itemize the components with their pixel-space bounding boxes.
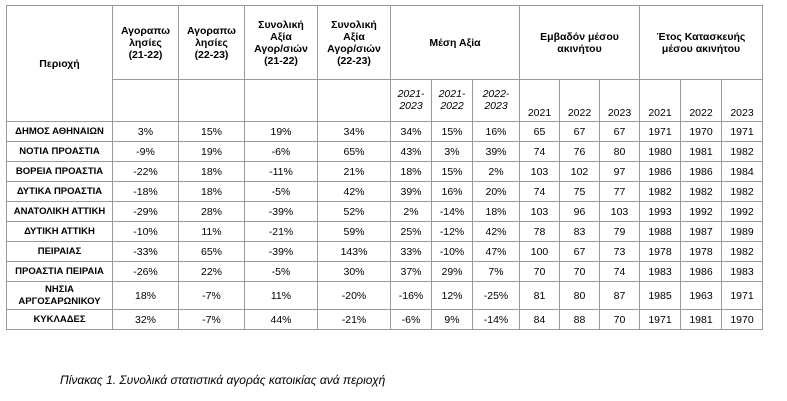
region-label: ΠΡΟΑΣΤΙΑ ΠΕΙΡΑΙΑ <box>15 265 104 277</box>
region-label: ΑΝΑΤΟΛΙΚΗ ΑΤΤΙΚΗ <box>13 205 106 217</box>
value-cell: 1978 <box>681 242 722 262</box>
value-cell: 2% <box>391 202 432 222</box>
region-label: ΑΡΓΟΣΑΡΩΝΙΚΟΥ <box>18 295 101 307</box>
value-cell: 1983 <box>640 262 681 282</box>
value-cell: 44% <box>245 310 318 330</box>
header-sales-22-23: Αγοραπω λησίες (22-23) <box>179 6 245 80</box>
table-row <box>7 310 763 330</box>
value-cell: 29% <box>432 262 473 282</box>
value-cell: -12% <box>432 222 473 242</box>
region-cell <box>7 142 113 162</box>
value-cell: 1984 <box>722 162 763 182</box>
value-cell: 32% <box>113 310 179 330</box>
value-cell: 1982 <box>722 242 763 262</box>
value-cell: 1982 <box>640 182 681 202</box>
header-total-21-22: Συνολική Αξία Αγορ/σιών (21-22) <box>245 6 318 80</box>
value-cell: 7% <box>473 262 520 282</box>
value-cell: 18% <box>113 282 179 310</box>
value-cell: 78 <box>520 222 560 242</box>
value-cell: 80 <box>600 142 640 162</box>
value-cell: 15% <box>432 162 473 182</box>
value-cell: 102 <box>560 162 600 182</box>
value-cell: 1983 <box>722 262 763 282</box>
value-cell: 100 <box>520 242 560 262</box>
value-cell: -16% <box>391 282 432 310</box>
region-label: ΝΟΤΙΑ ΠΡΟΑΣΤΙΑ <box>19 145 100 157</box>
value-cell: 75 <box>560 182 600 202</box>
subheader-empty <box>245 80 318 122</box>
statistics-table <box>6 5 763 330</box>
table-row <box>7 182 763 202</box>
region-cell <box>7 182 113 202</box>
table-row <box>7 202 763 222</box>
value-cell: -29% <box>113 202 179 222</box>
value-cell: 79 <box>600 222 640 242</box>
value-cell: 16% <box>473 122 520 142</box>
table-row <box>7 162 763 182</box>
value-cell: 1989 <box>722 222 763 242</box>
region-label: ΒΟΡΕΙΑ ΠΡΟΑΣΤΙΑ <box>15 165 104 177</box>
value-cell: 1970 <box>722 310 763 330</box>
header-total-22-23: Συνολική Αξία Αγορ/σιών (22-23) <box>318 6 391 80</box>
table-row <box>7 142 763 162</box>
value-cell: 1971 <box>640 122 681 142</box>
value-cell: 97 <box>600 162 640 182</box>
subheader-empty <box>113 80 179 122</box>
region-cell <box>7 242 113 262</box>
value-cell: 77 <box>600 182 640 202</box>
value-cell: 18% <box>179 182 245 202</box>
table-row <box>7 282 763 310</box>
value-cell: 28% <box>179 202 245 222</box>
value-cell: 103 <box>520 202 560 222</box>
value-cell: -14% <box>432 202 473 222</box>
header-region: Περιοχή <box>7 6 113 122</box>
region-label: ΔΥΤΙΚΗ ΑΤΤΙΚΗ <box>24 225 95 237</box>
subheader-area-2022: 2022 <box>560 80 600 122</box>
subheader-year-2021: 2021 <box>640 80 681 122</box>
value-cell: 80 <box>560 282 600 310</box>
header-row-sub <box>7 80 763 122</box>
value-cell: 30% <box>318 262 391 282</box>
value-cell: 39% <box>391 182 432 202</box>
value-cell: 83 <box>560 222 600 242</box>
value-cell: 18% <box>473 202 520 222</box>
value-cell: -20% <box>318 282 391 310</box>
value-cell: 1982 <box>681 182 722 202</box>
value-cell: 1970 <box>681 122 722 142</box>
value-cell: 74 <box>600 262 640 282</box>
region-cell <box>7 162 113 182</box>
value-cell: 1978 <box>640 242 681 262</box>
value-cell: 88 <box>560 310 600 330</box>
value-cell: 12% <box>432 282 473 310</box>
subheader-empty <box>318 80 391 122</box>
region-label: ΔΥΤΙΚΑ ΠΡΟΑΣΤΙΑ <box>16 185 103 197</box>
value-cell: 39% <box>473 142 520 162</box>
value-cell: 1971 <box>722 122 763 142</box>
value-cell: 3% <box>113 122 179 142</box>
header-area: Εμβαδόν μέσου ακινήτου <box>520 6 640 80</box>
value-cell: 11% <box>179 222 245 242</box>
value-cell: 1993 <box>640 202 681 222</box>
value-cell: -10% <box>432 242 473 262</box>
value-cell: 25% <box>391 222 432 242</box>
value-cell: 76 <box>560 142 600 162</box>
value-cell: 1980 <box>640 142 681 162</box>
value-cell: -5% <box>245 262 318 282</box>
value-cell: -25% <box>473 282 520 310</box>
value-cell: 11% <box>245 282 318 310</box>
value-cell: -10% <box>113 222 179 242</box>
value-cell: -39% <box>245 202 318 222</box>
region-cell <box>7 282 113 310</box>
value-cell: 18% <box>391 162 432 182</box>
value-cell: -7% <box>179 282 245 310</box>
value-cell: 74 <box>520 182 560 202</box>
value-cell: 67 <box>560 122 600 142</box>
value-cell: 1992 <box>681 202 722 222</box>
value-cell: 20% <box>473 182 520 202</box>
value-cell: 1963 <box>681 282 722 310</box>
value-cell: 81 <box>520 282 560 310</box>
region-cell <box>7 222 113 242</box>
value-cell: -6% <box>245 142 318 162</box>
value-cell: -39% <box>245 242 318 262</box>
value-cell: 1986 <box>681 162 722 182</box>
table-row <box>7 262 763 282</box>
header-year-built: Έτος Κατασκευής μέσου ακινήτου <box>640 6 763 80</box>
value-cell: 65% <box>318 142 391 162</box>
value-cell: 1982 <box>722 142 763 162</box>
value-cell: 87 <box>600 282 640 310</box>
subheader-avg-2021-2023: 2021- 2023 <box>391 80 432 122</box>
header-avg-value: Μέση Αξία <box>391 6 520 80</box>
subheader-year-2022: 2022 <box>681 80 722 122</box>
value-cell: 74 <box>520 142 560 162</box>
value-cell: 19% <box>245 122 318 142</box>
value-cell: 143% <box>318 242 391 262</box>
value-cell: 42% <box>473 222 520 242</box>
table-caption: Πίνακας 1. Συνολικά στατιστικά αγοράς κατοικίας ανά περιοχή <box>60 373 386 387</box>
value-cell: 67 <box>600 122 640 142</box>
value-cell: -26% <box>113 262 179 282</box>
subheader-empty <box>179 80 245 122</box>
subheader-year-2023: 2023 <box>722 80 763 122</box>
value-cell: 42% <box>318 182 391 202</box>
value-cell: 21% <box>318 162 391 182</box>
region-label: ΚΥΚΛΑΔΕΣ <box>33 313 86 325</box>
value-cell: -5% <box>245 182 318 202</box>
value-cell: 16% <box>432 182 473 202</box>
value-cell: -33% <box>113 242 179 262</box>
value-cell: 52% <box>318 202 391 222</box>
value-cell: -14% <box>473 310 520 330</box>
value-cell: 3% <box>432 142 473 162</box>
region-label: ΝΗΣΙΑ <box>45 283 74 295</box>
value-cell: 1988 <box>640 222 681 242</box>
value-cell: -21% <box>318 310 391 330</box>
table-body <box>7 122 763 330</box>
value-cell: 1981 <box>681 310 722 330</box>
header-sales-21-22: Αγοραπω λησίες (21-22) <box>113 6 179 80</box>
table-row <box>7 222 763 242</box>
value-cell: 70 <box>600 310 640 330</box>
subheader-area-2021: 2021 <box>520 80 560 122</box>
value-cell: -18% <box>113 182 179 202</box>
value-cell: -6% <box>391 310 432 330</box>
value-cell: 1982 <box>722 182 763 202</box>
value-cell: -7% <box>179 310 245 330</box>
value-cell: -9% <box>113 142 179 162</box>
value-cell: 22% <box>179 262 245 282</box>
value-cell: 37% <box>391 262 432 282</box>
value-cell: 43% <box>391 142 432 162</box>
value-cell: -22% <box>113 162 179 182</box>
region-cell <box>7 310 113 330</box>
region-cell <box>7 202 113 222</box>
value-cell: 18% <box>179 162 245 182</box>
value-cell: -21% <box>245 222 318 242</box>
value-cell: 34% <box>391 122 432 142</box>
value-cell: 1986 <box>640 162 681 182</box>
subheader-area-2023: 2023 <box>600 80 640 122</box>
table-row <box>7 242 763 262</box>
value-cell: 1986 <box>681 262 722 282</box>
value-cell: 73 <box>600 242 640 262</box>
region-cell <box>7 262 113 282</box>
value-cell: 1971 <box>640 310 681 330</box>
value-cell: 65% <box>179 242 245 262</box>
value-cell: 1981 <box>681 142 722 162</box>
region-label: ΔΗΜΟΣ ΑΘΗΝΑΙΩΝ <box>15 125 104 137</box>
value-cell: 15% <box>179 122 245 142</box>
subheader-avg-2022-2023: 2022- 2023 <box>473 80 520 122</box>
value-cell: 47% <box>473 242 520 262</box>
subheader-avg-2021-2022: 2021- 2022 <box>432 80 473 122</box>
value-cell: 70 <box>520 262 560 282</box>
value-cell: 65 <box>520 122 560 142</box>
value-cell: 1971 <box>722 282 763 310</box>
table-row <box>7 122 763 142</box>
value-cell: -11% <box>245 162 318 182</box>
value-cell: 96 <box>560 202 600 222</box>
value-cell: 103 <box>600 202 640 222</box>
value-cell: 15% <box>432 122 473 142</box>
value-cell: 67 <box>560 242 600 262</box>
value-cell: 70 <box>560 262 600 282</box>
value-cell: 1987 <box>681 222 722 242</box>
value-cell: 1992 <box>722 202 763 222</box>
value-cell: 59% <box>318 222 391 242</box>
value-cell: 84 <box>520 310 560 330</box>
value-cell: 9% <box>432 310 473 330</box>
value-cell: 34% <box>318 122 391 142</box>
value-cell: 33% <box>391 242 432 262</box>
region-cell <box>7 122 113 142</box>
region-label: ΠΕΙΡΑΙΑΣ <box>37 245 82 257</box>
value-cell: 2% <box>473 162 520 182</box>
value-cell: 103 <box>520 162 560 182</box>
value-cell: 19% <box>179 142 245 162</box>
value-cell: 1985 <box>640 282 681 310</box>
header-row-main <box>7 6 763 80</box>
